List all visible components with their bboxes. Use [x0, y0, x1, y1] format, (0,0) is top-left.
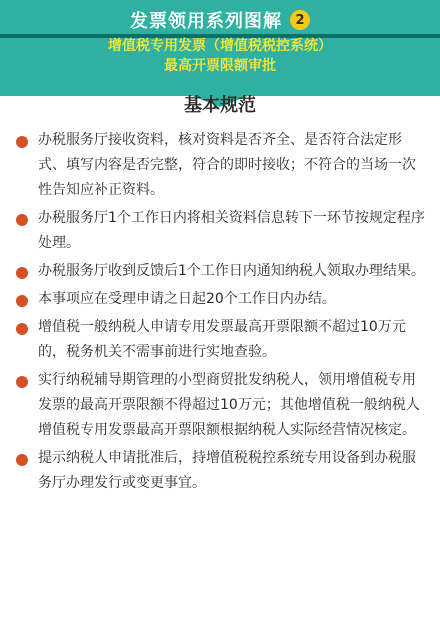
item-text: 增值税一般纳税人申请专用发票最高开票限额不超过10万元的，税务机关不需事前进行实地查验。	[38, 319, 406, 360]
bullet-icon	[16, 323, 28, 335]
item-text: 提示纳税人申请批准后，持增值税税控系统专用设备到办税服务厅办理发行或变更事宜。	[38, 450, 416, 491]
bullet-icon	[16, 214, 28, 226]
item-text: 办税服务厅1个工作日内将相关资料信息转下一环节按规定程序处理。	[38, 210, 425, 251]
list-item	[16, 259, 426, 284]
subtitle-line-2: 最高开票限额审批	[164, 58, 276, 74]
bullet-icon	[16, 454, 28, 466]
list-item	[16, 315, 426, 365]
item-text: 办税服务厅收到反馈后1个工作日内通知纳税人领取办理结果。	[38, 263, 425, 279]
item-text: 办税服务厅接收资料，核对资料是否齐全、是否符合法定形式、填写内容是否完整，符合的即时接收；不符合的当场一次性告知应补正资料。	[38, 132, 416, 198]
rules-list	[16, 128, 426, 499]
list-item	[16, 128, 426, 203]
section-title: 基本规范	[184, 95, 256, 116]
list-item	[16, 287, 426, 312]
item-text: 实行纳税辅导期管理的小型商贸批发纳税人，领用增值税专用发票的最高开票限额不得超过10万元；其他增值税一般纳税人增值税专用发票最高开票限额根据纳税人实际经营情况核定。	[38, 372, 420, 438]
subtitle	[0, 36, 440, 76]
number-badge: 2	[290, 10, 310, 30]
bullet-icon	[16, 267, 28, 279]
list-item	[16, 368, 426, 443]
list-item	[16, 206, 426, 256]
item-text: 本事项应在受理申请之日起20个工作日内办结。	[38, 291, 336, 307]
bullet-icon	[16, 376, 28, 388]
bullet-icon	[16, 295, 28, 307]
list-item	[16, 446, 426, 496]
bullet-icon	[16, 136, 28, 148]
title-row	[0, 5, 440, 35]
subtitle-line-1: 增值税专用发票（增值税税控系统）	[108, 38, 332, 54]
series-title: 发票领用系列图解	[130, 11, 282, 32]
header-banner	[0, 0, 440, 96]
